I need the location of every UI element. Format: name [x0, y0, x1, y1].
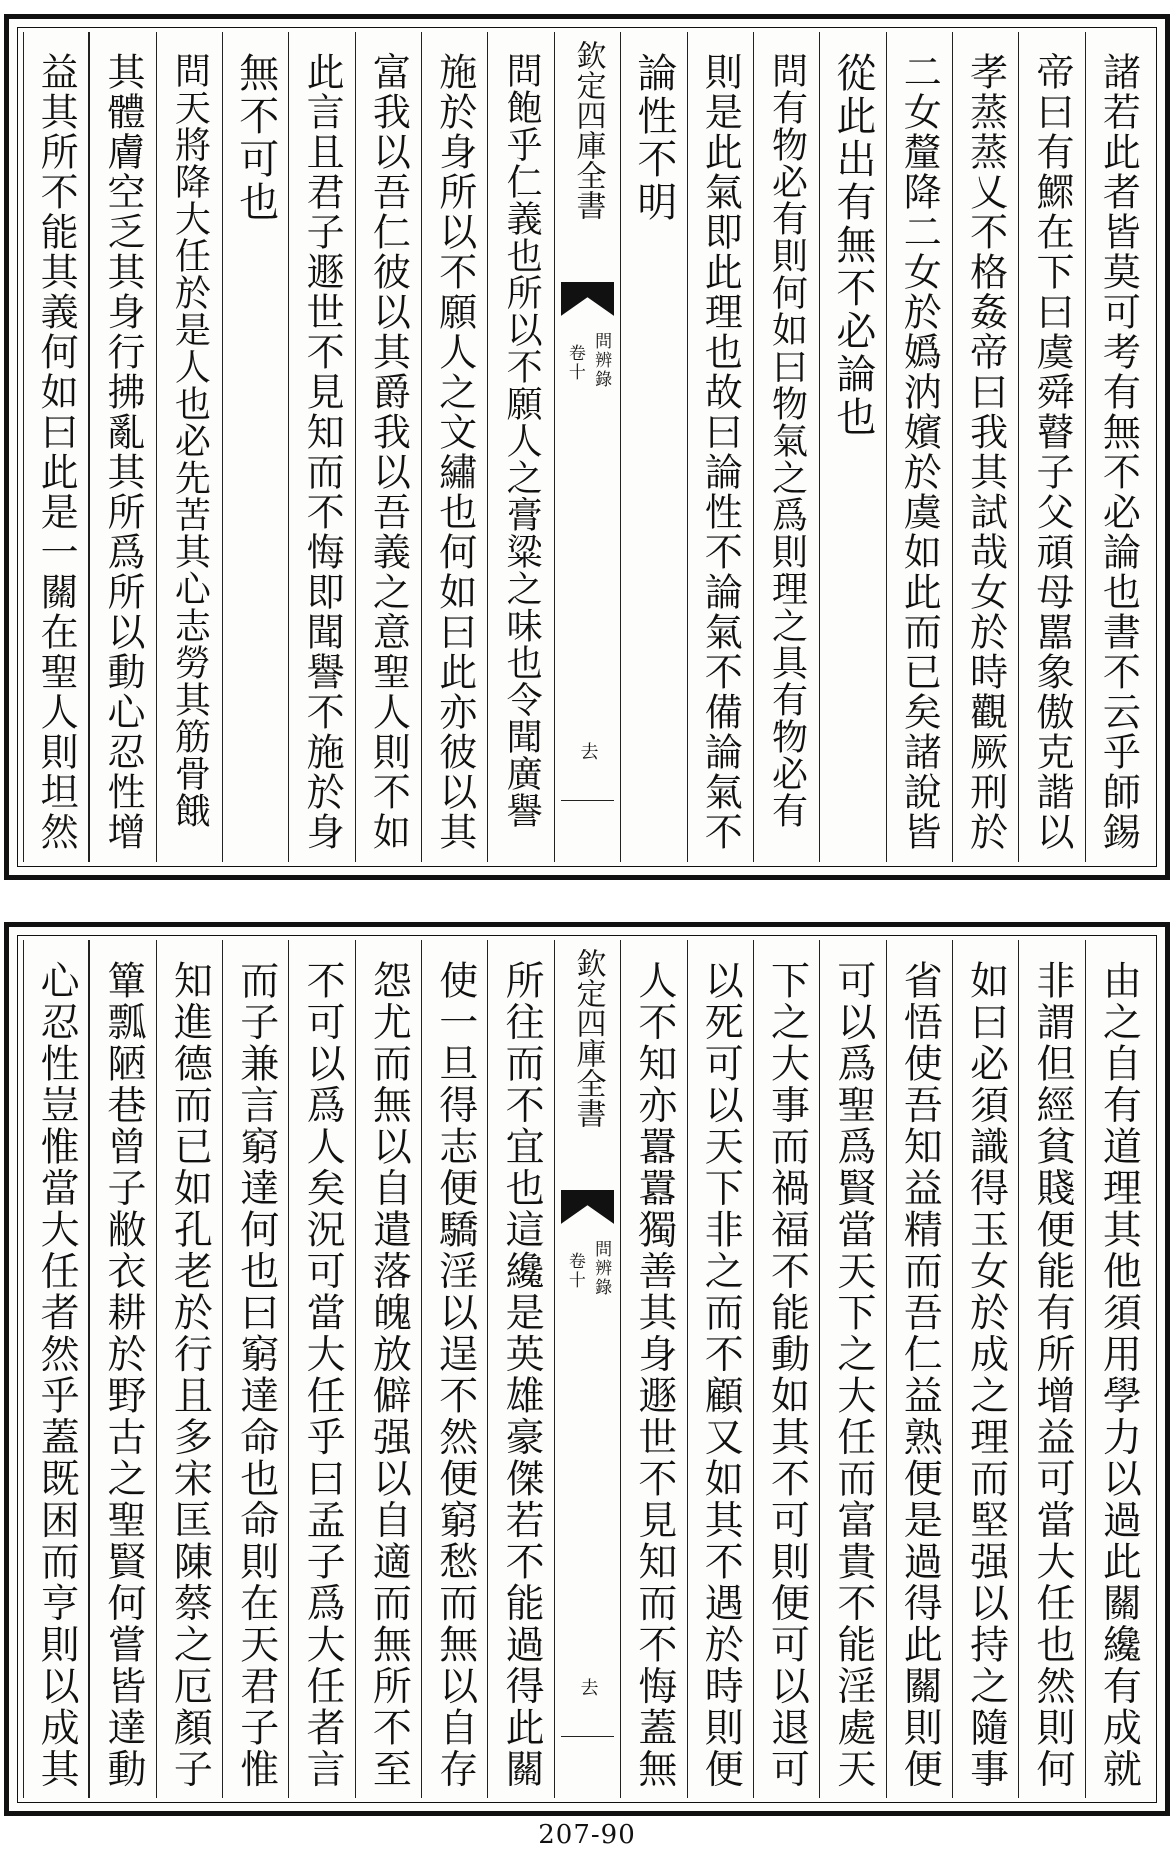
column-text: 人不知亦囂囂獨善其身遯世不見知而不悔蓋無: [631, 960, 677, 1790]
column-text: 無不可也: [232, 52, 279, 224]
text-column: [1018, 940, 1084, 1798]
column-text: 問有物必有則何如曰物氣之爲則理之具有物必有: [766, 52, 808, 829]
section-title: 問辨錄: [591, 332, 612, 389]
text-column: [156, 32, 222, 862]
column-text: 簞瓢陋巷曾子敝衣耕於野古之聖賢何嘗皆達動: [101, 960, 147, 1790]
text-column: [222, 940, 288, 1798]
text-column: [1018, 32, 1084, 862]
column-text: 知進德而已如孔老於行且多宋匡陳蔡之厄顏子: [167, 960, 213, 1790]
text-column: [156, 940, 222, 1798]
text-column: [952, 32, 1018, 862]
column-text: 而子兼言窮達何也曰窮達命也命則在天君子惟: [233, 960, 279, 1790]
column-text: 孝蒸蒸乂不格姦帝曰我其試哉女於時觀厥刑於: [963, 52, 1008, 852]
text-column: [421, 940, 487, 1798]
column-text: 如曰必須識得玉女於成之理而堅强以持之隨事: [963, 960, 1009, 1790]
bottom-columns: [23, 940, 1151, 1798]
column-text: 不可以爲人矣況可當大任乎曰孟子爲大任者言: [300, 960, 346, 1790]
bottom-page: [4, 922, 1170, 1816]
text-column: [753, 32, 819, 862]
volume-label: 卷十: [564, 344, 585, 382]
column-text: 二女釐降二女於嬀汭嬪於虞如此而已矣諸說皆: [897, 52, 942, 852]
text-column: [819, 32, 885, 862]
column-text: 論性不明: [630, 52, 677, 224]
column-text: 富我以吾仁彼以其爵我以吾義之意聖人則不如: [366, 52, 411, 852]
column-text: 問天將降大任於是人也必先苦其心志勞其筋骨餓: [169, 52, 211, 829]
column-text: 問飽乎仁義也所以不願人之膏粱之味也令聞廣譽: [501, 52, 543, 829]
column-text: 其體膚空乏其身行拂亂其所爲所以動心忍性增: [101, 52, 146, 852]
top-page: [4, 14, 1170, 880]
text-column: [355, 940, 421, 1798]
section-title: 問辨錄: [591, 1240, 612, 1297]
column-text: 則是此氣即此理也故曰論性不論氣不備論氣不: [698, 52, 743, 852]
text-column: [23, 940, 89, 1798]
center-fold-column: [554, 32, 620, 862]
text-column: [620, 940, 686, 1798]
column-text: 使一旦得志便驕淫以逞不然便窮愁而無以自存: [432, 960, 478, 1790]
text-column: [886, 32, 952, 862]
text-column: [355, 32, 421, 862]
column-text: 所往而不宜也這纔是英雄豪傑若不能過得此關: [499, 960, 545, 1790]
column-text: 施於身所以不願人之文繡也何如曰此亦彼以其: [432, 52, 477, 852]
text-column: [222, 32, 288, 862]
text-column: [23, 32, 89, 862]
text-column: [89, 32, 155, 862]
text-column: [620, 32, 686, 862]
text-column: [487, 32, 553, 862]
text-column: [687, 940, 753, 1798]
text-column: [288, 940, 354, 1798]
center-title: 欽定四庫全書: [570, 40, 606, 220]
volume-label: 卷十: [564, 1252, 585, 1290]
column-text: 下之大事而禍福不能動如其不可則便可以退可: [764, 960, 810, 1790]
text-column: [288, 32, 354, 862]
column-text: 此言且君子遯世不見知而不悔即聞譽不施於身: [300, 52, 345, 852]
text-column: [1085, 940, 1151, 1798]
text-column: [421, 32, 487, 862]
text-column: [819, 940, 885, 1798]
column-text: 帝曰有鰥在下曰虞舜瞽子父頑母嚚象傲克諧以: [1029, 52, 1074, 852]
column-text: 非謂但經貧賤便能有所增益可當大任也然則何: [1029, 960, 1075, 1790]
text-column: [89, 940, 155, 1798]
column-text: 省悟使吾知益精而吾仁益熟便是過得此關則便: [897, 960, 943, 1790]
column-text: 由之自有道理其他須用學力以過此關纔有成就: [1096, 960, 1142, 1790]
text-column: [1085, 32, 1151, 862]
center-title: 欽定四庫全書: [570, 948, 606, 1128]
page-footer-number: 207-90: [538, 1820, 636, 1850]
text-column: [687, 32, 753, 862]
column-text: 可以爲聖爲賢當天下之大任而富貴不能淫處天: [830, 960, 876, 1790]
column-text: 諸若此者皆莫可考有無不必論也書不云乎師錫: [1096, 52, 1141, 852]
leaf-rule: [561, 1736, 614, 1737]
text-column: [753, 940, 819, 1798]
top-columns: [23, 32, 1151, 862]
text-column: [952, 940, 1018, 1798]
leaf-number: 去: [577, 1678, 599, 1696]
column-text: 從此出有無不必論也: [829, 52, 876, 439]
fishtail-mark-top: [561, 1190, 614, 1224]
leaf-rule: [561, 800, 614, 801]
text-column: [487, 940, 553, 1798]
column-text: 心忍性豈惟當大任者然乎蓋既困而亨則以成其: [34, 960, 80, 1790]
column-text: 怨尤而無以自遣落魄放僻强以自適而無所不至: [366, 960, 412, 1790]
fishtail-mark-top: [561, 282, 614, 316]
text-column: [886, 940, 952, 1798]
leaf-number: 去: [577, 742, 599, 760]
center-fold-column: [554, 940, 620, 1798]
column-text: 益其所不能其義何如曰此是一關在聖人則坦然: [34, 52, 79, 852]
column-text: 以死可以天下非之而不顧又如其不遇於時則便: [698, 960, 744, 1790]
